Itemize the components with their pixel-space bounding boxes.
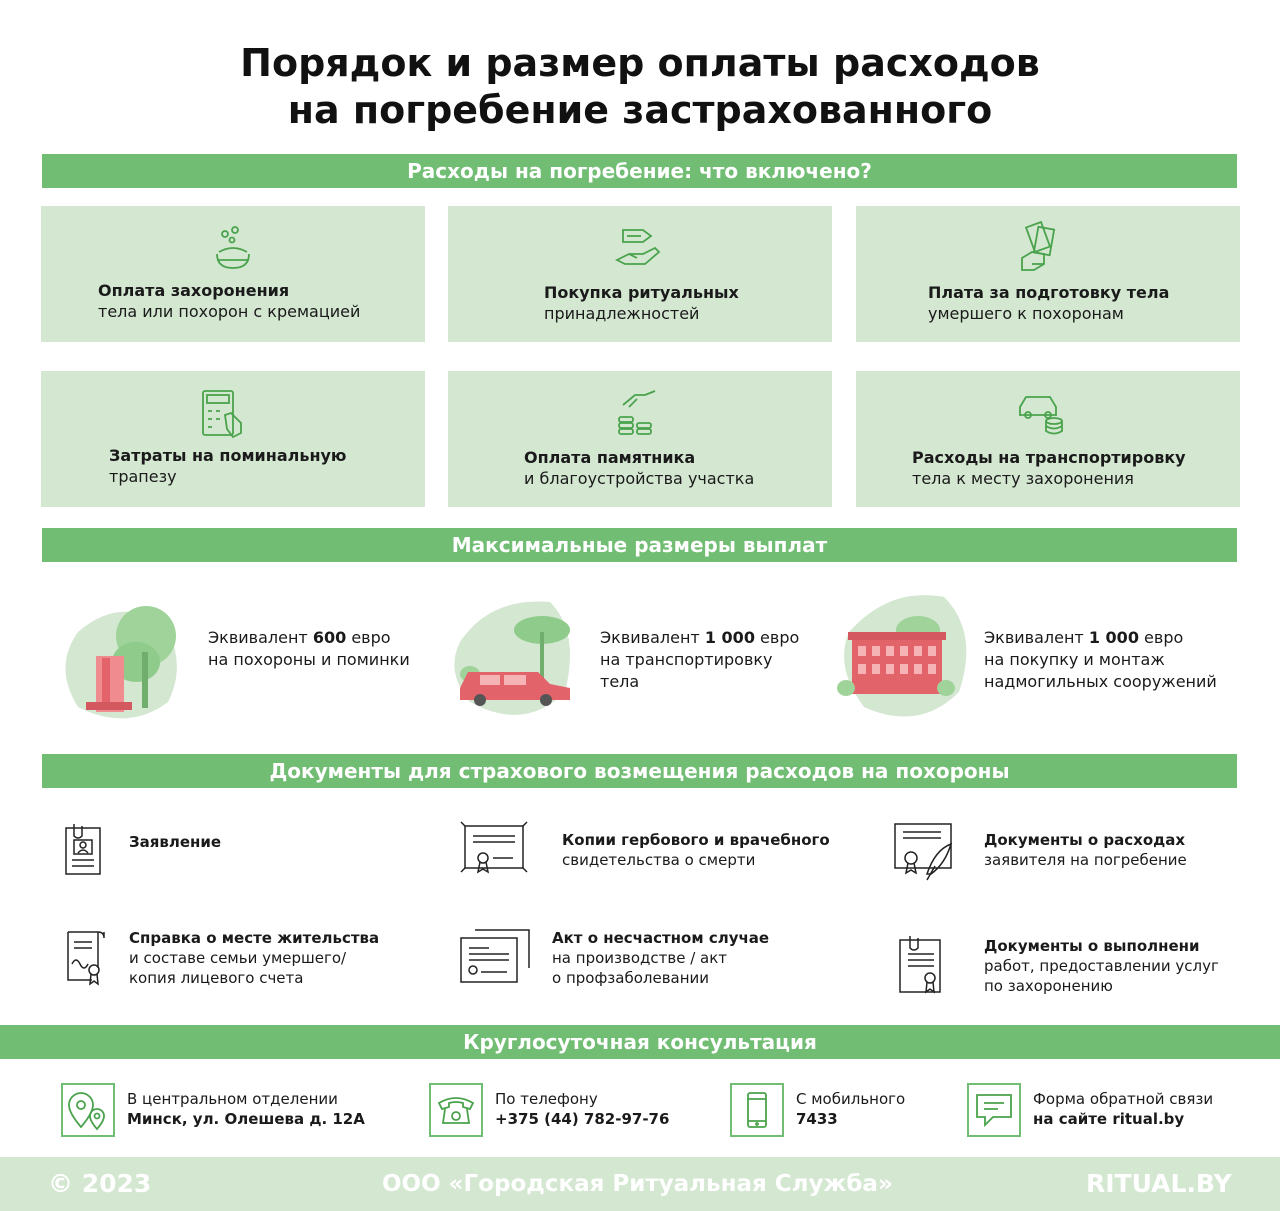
card-bold: Покупка ритуальных [544,283,739,302]
title-line-1: Порядок и размер оплаты расходов [240,41,1040,85]
document-item [459,820,859,880]
application-form-icon [62,822,106,878]
card-burial-payment [41,206,425,342]
payment-amount: 1 000 [704,628,755,647]
location-pin-icon [61,1083,115,1137]
monument-tree-illustration [58,592,188,728]
footer-site-link[interactable]: RITUAL.BY [1086,1169,1232,1198]
document-line1: свидетельства о смерти [562,851,756,869]
consult-office[interactable] [61,1083,391,1139]
payment-line2: на транспортировку [600,650,773,669]
card-body-preparation [856,206,1240,342]
clipboard-document-icon [896,934,946,996]
car-coins-icon [1014,385,1070,441]
document-item [896,934,1236,998]
card-ritual-supplies [448,206,832,342]
section-included-heading: Расходы на погребение: что включено? [42,154,1237,188]
payment-prefix: Эквивалент [984,628,1089,647]
document-bold: Копии гербового и врачебного [562,831,830,849]
consult-line2: +375 (44) 782-97-76 [495,1110,670,1128]
card-text: и благоустройства участка [524,469,755,488]
card-bold: Затраты на поминальную [109,446,347,465]
card-bold: Оплата памятника [524,448,696,467]
calculator-hand-icon [195,385,251,441]
card-text: трапезу [109,467,177,486]
card-text: тела к месту захоронения [912,469,1134,488]
card-bold: Плата за подготовку тела [928,283,1170,302]
payment-prefix: Эквивалент [600,628,705,647]
card-text: тела или похорон с кремацией [98,302,361,321]
certificate-frame-icon [459,820,529,880]
footer-copyright: © 2023 [48,1169,152,1198]
card-bold: Оплата захоронения [98,281,290,300]
document-item [62,926,422,990]
title-line-2: на погребение застрахованного [287,88,993,132]
consult-feedback-form[interactable] [967,1083,1247,1139]
payment-funeral [58,592,438,728]
money-bag-coins-icon [205,220,261,276]
consult-line1: Форма обратной связи [1033,1090,1214,1108]
payment-line3: надмогильных сооружений [984,672,1217,691]
payment-suffix: евро [1138,628,1184,647]
document-line1: на производстве / акт [552,949,728,967]
payment-amount: 600 [312,628,347,647]
card-bold: Расходы на транспортировку [912,448,1186,467]
consult-line1: По телефону [495,1090,598,1108]
coins-hand-icon [609,385,665,441]
telephone-icon [429,1083,483,1137]
payment-suffix: евро [754,628,800,647]
document-bold: Справка о месте жительства [129,929,380,947]
document-quill-icon [893,820,955,884]
payment-line3: тела [600,672,640,691]
card-text: принадлежностей [544,304,700,323]
payment-amount: 1 000 [1088,628,1139,647]
footer [0,1157,1280,1211]
payment-prefix: Эквивалент [208,628,313,647]
document-bold: Акт о несчастном случае [552,929,770,947]
document-line2: копия лицевого счета [129,969,304,987]
card-transport [856,371,1240,507]
card-monument-payment [448,371,832,507]
document-item [62,822,392,882]
consult-line2: Минск, ул. Олешева д. 12А [127,1110,365,1128]
consult-line1: С мобильного [796,1090,906,1108]
mobile-phone-icon [730,1083,784,1137]
payment-line2: на покупку и монтаж [984,650,1165,669]
document-line2: по захоронению [984,977,1113,995]
document-item [893,820,1223,884]
document-line1: заявителя на погребение [984,851,1187,869]
consult-mobile[interactable] [730,1083,950,1139]
payment-transport [450,592,840,728]
hand-payment-icon [611,220,667,276]
section-payments-heading: Максимальные размеры выплат [42,528,1237,562]
document-item [459,926,819,990]
section-documents-heading: Документы для страхового возмещения расходов на похороны [42,754,1237,788]
stacked-documents-icon [459,926,533,986]
document-bold: Заявление [129,833,222,851]
car-tree-illustration [450,592,580,728]
document-bold: Документы о выполнени [984,937,1200,955]
card-memorial-meal [41,371,425,507]
scroll-certificate-icon [62,926,108,986]
consult-line2: 7433 [796,1110,838,1128]
consult-line1: В центральном отделении [127,1090,338,1108]
document-line2: о профзаболевании [552,969,710,987]
document-bold: Документы о расходах [984,831,1186,849]
card-text: умершего к похоронам [928,304,1124,323]
payment-suffix: евро [346,628,391,647]
payment-line2: на похороны и поминки [208,650,410,669]
building-illustration [834,592,974,728]
consult-line2: на сайте ritual.by [1033,1110,1185,1128]
hand-banknotes-icon [1012,220,1068,276]
document-line1: и составе семьи умершего/ [129,949,347,967]
payment-monuments [834,592,1254,728]
footer-company: ООО «Городская Ритуальная Служба» [382,1171,893,1197]
consult-phone[interactable] [429,1083,729,1139]
chat-bubble-icon [967,1083,1021,1137]
section-consult-heading: Круглосуточная консультация [0,1025,1280,1059]
page-title [0,40,1280,134]
document-line1: работ, предоставлении услуг [984,957,1219,975]
